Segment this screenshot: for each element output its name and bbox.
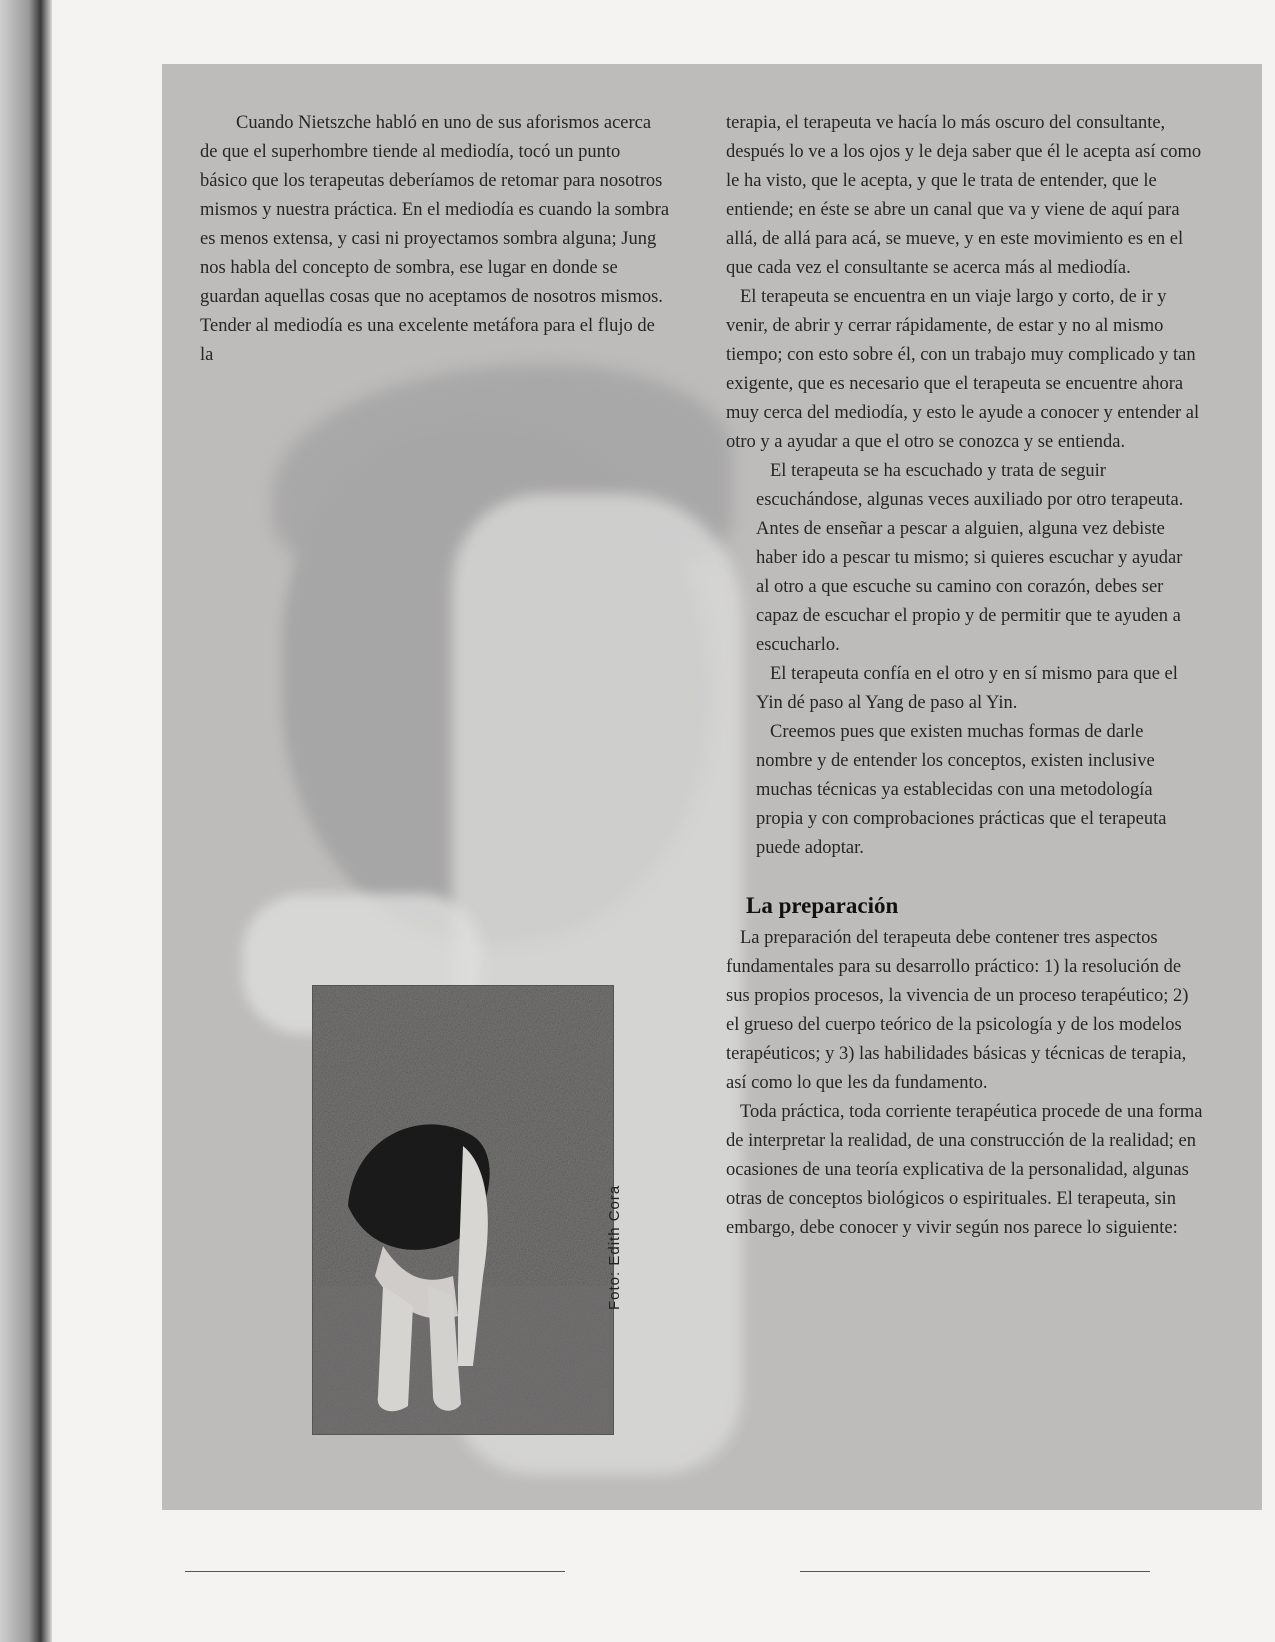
right-column — [726, 109, 1206, 1243]
photo-credit: Foto: Edith Cora — [606, 1184, 623, 1310]
left-paragraph-1: Cuando Nietszche habló en uno de sus aforismos acerca de que el superhombre tiende al mediodía, tocó un punto básico que los terapeutas deberíamos de retomar para nosotros mismos y nuestra práctica. En el mediodía es cuando la sombra es menos extensa, y casi ni proyectamos sombra alguna; Jung nos habla del concepto de sombra, ese lugar en donde se guardan aquellas cosas que no aceptamos de nosotros mismos. Tender al mediodía es una excelente metáfora para el flujo de la — [200, 113, 670, 365]
footer-rule-right — [800, 1571, 1150, 1572]
inset-photo-image — [313, 986, 613, 1434]
footer-rule-left — [185, 1571, 565, 1572]
right-paragraph-4: El terapeuta confía en el otro y en sí mismo para que el Yin dé paso al Yang de paso al Yin. — [756, 664, 1178, 713]
left-column — [200, 109, 670, 370]
right-paragraph-3: El terapeuta se ha escuchado y trata de seguir escuchándose, algunas veces auxiliado por otro terapeuta. Antes de enseñar a pescar a alguien, alguna vez debiste haber ido a pescar tu mismo; si quieres escuchar y ayudar al otro a que escuche su camino con corazón, debes ser capaz de escuchar el propio y de permitir que te ayuden a escucharlo. — [756, 461, 1184, 655]
right-paragraph-5: Creemos pues que existen muchas formas de darle nombre y de entender los conceptos, existen inclusive muchas técnicas ya establecidas con una metodología propia y con comprobaciones prácticas que el terapeuta puede adoptar. — [756, 722, 1167, 858]
right-paragraph-7: Toda práctica, toda corriente terapéutica procede de una forma de interpretar la realidad, de una construcción de la realidad; en ocasiones de una teoría explicativa de la personalidad, algunas otras de conceptos biológicos o espirituales. El terapeuta, sin embargo, debe conocer y vivir según nos parece lo siguiente: — [726, 1102, 1203, 1238]
section-heading: La preparación — [746, 893, 899, 918]
right-paragraph-6: La preparación del terapeuta debe contener tres aspectos fundamentales para su desarrollo práctico: 1) la resolución de sus propios procesos, la vivencia de un proceso terapéutico; 2) el grueso del cuerpo teórico de la psicología y de los modelos terapéuticos; y 3) las habilidades básicas y técnicas de terapia, así como lo que les da fundamento. — [726, 928, 1189, 1093]
right-paragraph-1: terapia, el terapeuta ve hacía lo más oscuro del consultante, después lo ve a los ojos y le deja saber que él le acepta así como le ha visto, que le acepta, y que le trata de entender, que le entiende; en éste se abre un canal que va y viene de aquí para allá, de allá para acá, se mueve, y en este movimiento es en el que cada vez el consultante se acerca más al mediodía. — [726, 113, 1202, 278]
page-gutter — [0, 0, 52, 1642]
inset-photo — [312, 985, 614, 1435]
right-paragraph-2: El terapeuta se encuentra en un viaje largo y corto, de ir y venir, de abrir y cerrar rápidamente, de estar y no al mismo tiempo; con esto sobre él, con un trabajo muy complicado y tan exigente, que es necesario que el terapeuta se encuentre ahora muy cerca del mediodía, y esto le ayude a conocer y entender al otro y a ayudar a que el otro se conozca y se entienda. — [726, 287, 1200, 452]
